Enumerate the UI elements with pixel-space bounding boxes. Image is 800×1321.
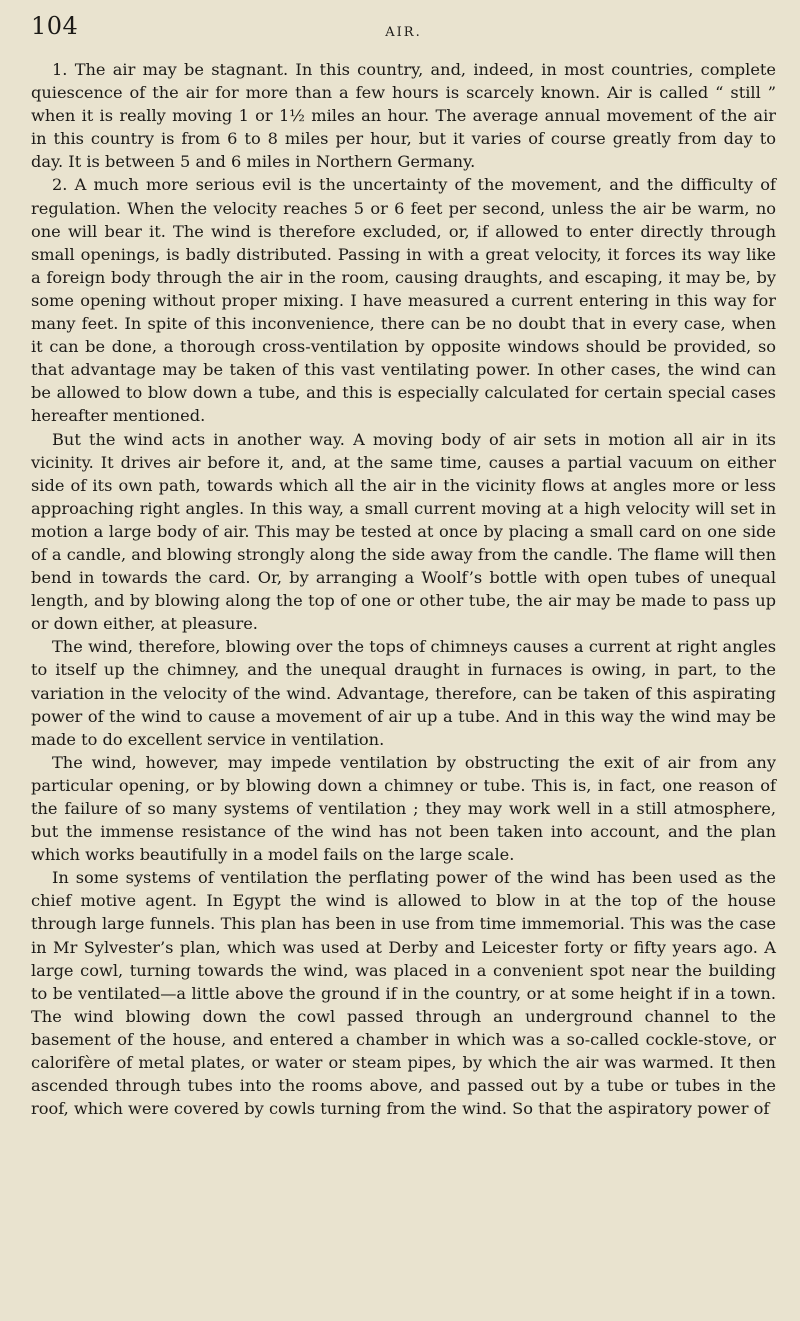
running-head: AIR. [385,25,422,40]
paragraph: But the wind acts in another way. A moving body of air sets in motion all air in its vicinity. It drives air before it, and, at the same time, causes a partial vacuum on either side of its own path, towards which all the air in the vicinity flows at angles more or less approaching right angles. In this way, a small current moving at a high velocity will set in motion a large body of air. This may be tested at once by placing a small card on one side of a candle, and blowing strongly along the side away from the candle. The flame will then bend in towards the card. Or, by arranging a Woolf’s bottle with open tubes of unequal length, and by blowing along the top of one or other tube, the air may be made to pass up or down either, at pleasure. [31,429,776,634]
paragraph: The wind, however, may impede ventilation by obstructing the exit of air from any particular opening, or by blowing down a chimney or tube. This is, in fact, one reason of the failure of so many systems of ventilation ; they may work well in a still atmosphere, but the immense resistance of the wind has not been taken into account, and the plan which works beautifully in a model fails on the large scale. [31,752,776,865]
page-header [31,12,776,58]
paragraph: The wind, therefore, blowing over the tops of chimneys causes a current at right angles to itself up the chimney, and the unequal draught in furnaces is owing, in part, to the variation in the velocity of the wind. Advantage, therefore, can be taken of this aspirating power of the wind to cause a movement of air up a tube. And in this way the wind may be made to do excellent service in ventilation. [31,637,776,749]
paragraph: 1. The air may be stagnant. In this country, and, indeed, in most countries, complete quiescence of the air for more than a few hours is scarcely known. Air is called “ still ” when it is really moving 1 or 1½ miles an hour. The average annual movement of the air in this country is from 6 to 8 miles per hour, but it varies of course greatly from day to day. It is between 5 and 6 miles in Northern Germany. [31,60,776,172]
page-number: 104 [31,12,79,40]
body-text [31,58,776,1120]
paragraph: 2. A much more serious evil is the uncertainty of the movement, and the difficulty of regulation. When the velocity reaches 5 or 6 feet per second, unless the air be warm, no one will bear it. The wind is therefore excluded, or, if allowed to enter directly through small openings, is badly distributed. Passing in with a great velocity, it forces its way like a foreign body through the air in the room, causing draughts, and escaping, it may be, by some opening without proper mixing. I have measured a current entering in this way for many feet. In spite of this inconvenience, there can be no doubt that in every case, when it can be done, a thorough cross-ventilation by opposite windows should be provided, so that advantage may be taken of this vast ventilating power. In other cases, the wind can be allowed to blow down a tube, and this is especially calculated for certain special cases hereafter mentioned. [31,175,776,426]
paragraph: In some systems of ventilation the perflating power of the wind has been used as the chief motive agent. In Egypt the wind is allowed to blow in at the top of the house through large funnels. This plan has been in use from time immemorial. This was the case in Mr Sylvester’s plan, which was used at Derby and Leicester forty or fifty years ago. A large cowl, turning towards the wind, was placed in a convenient spot near the building to be ventilated—a little above the ground if in the country, or at some height if in a town. The wind blowing down the cowl passed through an underground channel to the basement of the house, and entered a chamber in which was a so-called cockle-stove, or calorifère of metal plates, or water or steam pipes, by which the air was warmed. It then ascended through tubes into the rooms above, and passed out by a tube or tubes in the roof, which were covered by cowls turning from the wind. So that the aspiratory power of [31,868,776,1119]
